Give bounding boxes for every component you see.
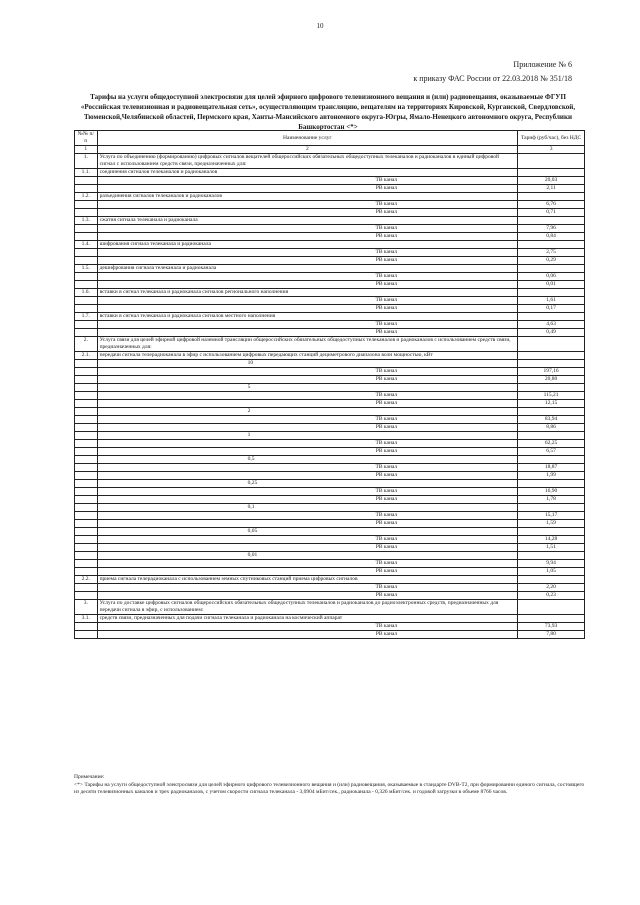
tariff-value: 2,20 [518, 584, 585, 592]
service-name: ТВ канал [97, 368, 518, 376]
service-name: дешифрования сигнала телеканала и радиоканала [97, 265, 518, 273]
row-number: 3.1. [75, 615, 98, 623]
row-number [75, 416, 98, 424]
row-number [75, 368, 98, 376]
table-row [75, 400, 585, 408]
service-name: РВ канал [97, 305, 518, 313]
tariff-value: 20,80 [518, 376, 585, 384]
tariff-value: 4,63 [518, 321, 585, 329]
service-name: 1 [97, 432, 518, 440]
table-row [75, 448, 585, 456]
service-name: ТВ канал [97, 273, 518, 281]
appendix-label: Приложение № 6 [513, 60, 572, 69]
tariff-value: 0,06 [518, 273, 585, 281]
table-row [75, 568, 585, 576]
table-row [75, 480, 585, 488]
tariff-value: 7,96 [518, 225, 585, 233]
service-name: Услуга связи для целей эфирной цифровой наземной трансляции общероссийских обязательных общедоступных телеканалов и радиоканалов с использованием средств связи, предназначенных для: [97, 337, 518, 352]
row-number: 1.4. [75, 241, 98, 249]
row-number [75, 552, 98, 560]
row-number [75, 305, 98, 313]
service-name: ТВ канал [97, 201, 518, 209]
table-row [75, 496, 585, 504]
service-name: РВ канал [97, 209, 518, 217]
service-name: ТВ канал [97, 536, 518, 544]
row-number [75, 209, 98, 217]
service-name: ТВ канал [97, 623, 518, 631]
tariff-value: 8,86 [518, 424, 585, 432]
header-number: №№ п/п [75, 131, 98, 146]
service-name: ТВ канал [97, 560, 518, 568]
tariff-value [518, 408, 585, 416]
row-number [75, 424, 98, 432]
row-number [75, 496, 98, 504]
service-name: РВ канал [97, 400, 518, 408]
row-number [75, 584, 98, 592]
row-number [75, 177, 98, 185]
service-name: ТВ канал [97, 177, 518, 185]
service-name: ТВ канал [97, 416, 518, 424]
tariff-value [518, 217, 585, 225]
row-number [75, 631, 98, 639]
service-name: РВ канал [97, 329, 518, 337]
row-number [75, 408, 98, 416]
table-row [75, 281, 585, 289]
table-row [75, 576, 585, 584]
service-name: РВ канал [97, 631, 518, 639]
service-name: РВ канал [97, 257, 518, 265]
tariff-value [518, 456, 585, 464]
tariff-value [518, 360, 585, 368]
tariff-value: 2,75 [518, 249, 585, 257]
service-name: 0,25 [97, 480, 518, 488]
service-name: средств связи, предназначенных для подачи сигнала телеканала и радиоканала на космический аппарат [97, 615, 518, 623]
service-name: РВ канал [97, 448, 518, 456]
header-service-name: Наименование услуг [97, 131, 518, 146]
footnote [74, 774, 585, 797]
table-row [75, 440, 585, 448]
row-number [75, 297, 98, 305]
row-number [75, 512, 98, 520]
table-row [75, 536, 585, 544]
service-name: 0,5 [97, 456, 518, 464]
row-number [75, 464, 98, 472]
tariff-value: 0,29 [518, 257, 585, 265]
table-row [75, 201, 585, 209]
row-number: 1.2. [75, 193, 98, 201]
table-row [75, 456, 585, 464]
tariff-value: 12,15 [518, 400, 585, 408]
tariff-value: 1,51 [518, 544, 585, 552]
row-number [75, 185, 98, 193]
service-name: РВ канал [97, 376, 518, 384]
column-number-1: 1 [75, 146, 98, 154]
appendix-order-reference: к приказу ФАС России от 22.03.2018 № 351/18 [413, 74, 572, 83]
tariff-value [518, 384, 585, 392]
service-name: вставки в сигнал телеканала и радиоканала сигналов регионального наполнения [97, 289, 518, 297]
tariff-value: 1,99 [518, 472, 585, 480]
service-name: вставки в сигнал телеканала и радиоканала сигналов местного наполнения [97, 313, 518, 321]
row-number: 2. [75, 337, 98, 352]
tariff-value: 0,49 [518, 329, 585, 337]
service-name: сжатия сигнала телеканала и радиоканала [97, 217, 518, 225]
row-number [75, 201, 98, 209]
tariff-value [518, 241, 585, 249]
row-number [75, 504, 98, 512]
tariff-value: 197,16 [518, 368, 585, 376]
row-number [75, 528, 98, 536]
table-row [75, 368, 585, 376]
tariff-value [518, 615, 585, 623]
service-name: ТВ канал [97, 297, 518, 305]
service-name: РВ канал [97, 544, 518, 552]
tariff-value: 15,17 [518, 512, 585, 520]
row-number [75, 488, 98, 496]
table-row [75, 504, 585, 512]
table-row [75, 528, 585, 536]
row-number [75, 329, 98, 337]
service-name: приема сигнала телерадиоканала с использованием земных спутниковых станций приема цифровых сигналов [97, 576, 518, 584]
table-row [75, 273, 585, 281]
tariff-value: 1,78 [518, 496, 585, 504]
tariff-value: 0,84 [518, 233, 585, 241]
service-name: РВ канал [97, 472, 518, 480]
service-name: РВ канал [97, 520, 518, 528]
tariff-value: 62,25 [518, 440, 585, 448]
tariff-value: 16,90 [518, 488, 585, 496]
service-name: передачи сигнала телерадиоканала в эфир с использованием цифровых передающих станций дециметрового диапазона волн мощностью, кВт [97, 352, 518, 360]
row-number: 1.6. [75, 289, 98, 297]
table-row [75, 257, 585, 265]
row-number [75, 560, 98, 568]
table-row [75, 376, 585, 384]
tariff-value: 2,11 [518, 185, 585, 193]
table-row [75, 424, 585, 432]
service-name: 5 [97, 384, 518, 392]
table-row [75, 592, 585, 600]
tariff-value [518, 504, 585, 512]
column-number-3: 3 [518, 146, 585, 154]
table-row [75, 217, 585, 225]
table-row [75, 600, 585, 615]
table-row [75, 352, 585, 360]
service-name: ТВ канал [97, 225, 518, 233]
row-number: 3. [75, 600, 98, 615]
table-row [75, 169, 585, 177]
row-number [75, 456, 98, 464]
footnote-text: <*> Тарифы на услуги общедоступной электросвязи для целей эфирного цифрового телевизионного вещания и (или) радиовещания, оказываемые в стандарте DVB-T2, при формировании единого сигнала, состоящего из десяти телевизионных каналов и трех радиоканалов, с учетом скорости сигнала телеканала - 3,0904 мБит/сек., радиоканала - 0,326 мБит/сек. и годовой загрузки в объеме 8766 часов. [74, 781, 585, 795]
tariff-value [518, 265, 585, 273]
tariff-value: 6,57 [518, 448, 585, 456]
row-number: 2.1. [75, 352, 98, 360]
table-row [75, 225, 585, 233]
service-name: Услуга по объединению (формированию) цифровых сигналов вещателей общероссийских обязательных общедоступных телеканалов и радиоканалов в единый цифровой сигнал с использованием средств связи, предназначенных для: [97, 154, 518, 169]
table-header-row [75, 131, 585, 146]
table-row [75, 249, 585, 257]
row-number [75, 360, 98, 368]
table-column-numbers-row [75, 146, 585, 154]
tariff-value: 0,01 [518, 281, 585, 289]
tariff-value: 18,87 [518, 464, 585, 472]
tariff-value: 115,21 [518, 392, 585, 400]
tariff-value [518, 552, 585, 560]
service-name: 0,01 [97, 552, 518, 560]
table-row [75, 472, 585, 480]
tariff-value: 14,28 [518, 536, 585, 544]
service-name: РВ канал [97, 281, 518, 289]
tariff-value: 0,71 [518, 209, 585, 217]
row-number [75, 544, 98, 552]
table-row [75, 313, 585, 321]
table-row [75, 544, 585, 552]
tariff-value [518, 528, 585, 536]
table-row [75, 241, 585, 249]
service-name: ТВ канал [97, 512, 518, 520]
tariff-value [518, 169, 585, 177]
service-name: 0,1 [97, 504, 518, 512]
table-row [75, 384, 585, 392]
service-name: ТВ канал [97, 249, 518, 257]
table-row [75, 337, 585, 352]
table-row [75, 193, 585, 201]
table-row [75, 305, 585, 313]
tariff-value: 1,05 [518, 568, 585, 576]
tariff-value: 1,61 [518, 297, 585, 305]
tariff-value [518, 480, 585, 488]
row-number [75, 432, 98, 440]
service-name: ТВ канал [97, 464, 518, 472]
table-row [75, 615, 585, 623]
table-row [75, 560, 585, 568]
table-row [75, 233, 585, 241]
table-row [75, 512, 585, 520]
service-name: ТВ канал [97, 440, 518, 448]
service-name: Услуга по доставке цифровых сигналов общероссийских обязательных общедоступных телеканалов и радиоканалов до радиоэлектронных средств, предназначенных для передачи сигнала в эфир, с использованием: [97, 600, 518, 615]
row-number [75, 273, 98, 281]
table-row [75, 432, 585, 440]
tariff-table [74, 130, 585, 639]
row-number [75, 440, 98, 448]
table-row [75, 520, 585, 528]
table-row [75, 552, 585, 560]
table-row [75, 623, 585, 631]
service-name: 2 [97, 408, 518, 416]
row-number [75, 257, 98, 265]
row-number [75, 448, 98, 456]
tariff-value [518, 313, 585, 321]
tariff-value [518, 154, 585, 169]
tariff-value [518, 352, 585, 360]
table-row [75, 154, 585, 169]
table-body [75, 154, 585, 639]
table-row [75, 329, 585, 337]
table-row [75, 464, 585, 472]
row-number [75, 480, 98, 488]
page-number: 10 [316, 22, 324, 30]
table-row [75, 265, 585, 273]
footnote-heading: Примечание: [74, 774, 105, 780]
row-number [75, 568, 98, 576]
service-name: ТВ канал [97, 584, 518, 592]
service-name: 0,05 [97, 528, 518, 536]
tariff-value: 9,94 [518, 560, 585, 568]
tariff-value [518, 193, 585, 201]
tariff-value: 0,23 [518, 592, 585, 600]
table-row [75, 209, 585, 217]
tariff-value: 6,76 [518, 201, 585, 209]
service-name: РВ канал [97, 496, 518, 504]
service-name: шифрования сигнала телеканала и радиоканала [97, 241, 518, 249]
row-number [75, 623, 98, 631]
tariff-value [518, 432, 585, 440]
table-row [75, 297, 585, 305]
table-row [75, 360, 585, 368]
service-name: ТВ канал [97, 488, 518, 496]
table-row [75, 416, 585, 424]
row-number [75, 400, 98, 408]
table-row [75, 185, 585, 193]
table-row [75, 584, 585, 592]
tariff-value [518, 337, 585, 352]
tariff-value: 20,03 [518, 177, 585, 185]
table-row [75, 392, 585, 400]
service-name: РВ канал [97, 424, 518, 432]
tariff-value: 0,17 [518, 305, 585, 313]
tariff-value [518, 600, 585, 615]
tariff-value: 73,93 [518, 623, 585, 631]
table-row [75, 177, 585, 185]
table-row [75, 408, 585, 416]
tariff-value: 1,59 [518, 520, 585, 528]
row-number: 1. [75, 154, 98, 169]
row-number: 1.5. [75, 265, 98, 273]
row-number [75, 249, 98, 257]
table-row [75, 631, 585, 639]
column-number-2: 2 [97, 146, 518, 154]
service-name: РВ канал [97, 185, 518, 193]
row-number [75, 520, 98, 528]
row-number [75, 392, 98, 400]
service-name: ТВ канал [97, 392, 518, 400]
row-number [75, 384, 98, 392]
table-row [75, 289, 585, 297]
row-number [75, 225, 98, 233]
tariff-value [518, 289, 585, 297]
row-number [75, 376, 98, 384]
row-number [75, 321, 98, 329]
row-number: 1.1. [75, 169, 98, 177]
service-name: ТВ канал [97, 321, 518, 329]
row-number [75, 536, 98, 544]
row-number [75, 592, 98, 600]
row-number [75, 233, 98, 241]
row-number: 2.2. [75, 576, 98, 584]
service-name: 10 [97, 360, 518, 368]
document-title: Тарифы на услуги общедоступной электросвязи для целей эфирного цифрового телевизионного вещания и (или) радиовещания, оказываемые ФГУП «Российская телевизионная и радиовещательная сеть», осуществляющим трансляцию, вещателям на территориях Кировской, Курганской, Свердловской, Тюменской,Челябинской областей, Пермского края, Ханты-Мансийского автономного округа-Югры, Ямало-Ненецкого автономного округа, Республики Башкортостан <*> [80, 93, 576, 131]
service-name: соединения сигналов телеканалов и радиоканалов [97, 169, 518, 177]
table-row [75, 321, 585, 329]
service-name: разъединения сигналов телеканалов и радиоканалов [97, 193, 518, 201]
row-number [75, 281, 98, 289]
header-tariff: Тариф (руб/час), без НДС [518, 131, 585, 146]
row-number: 1.7. [75, 313, 98, 321]
row-number: 1.3. [75, 217, 98, 225]
table-row [75, 488, 585, 496]
row-number [75, 472, 98, 480]
service-name: РВ канал [97, 568, 518, 576]
service-name: РВ канал [97, 233, 518, 241]
tariff-value: 7,80 [518, 631, 585, 639]
tariff-value: 83,94 [518, 416, 585, 424]
tariff-value [518, 576, 585, 584]
service-name: РВ канал [97, 592, 518, 600]
